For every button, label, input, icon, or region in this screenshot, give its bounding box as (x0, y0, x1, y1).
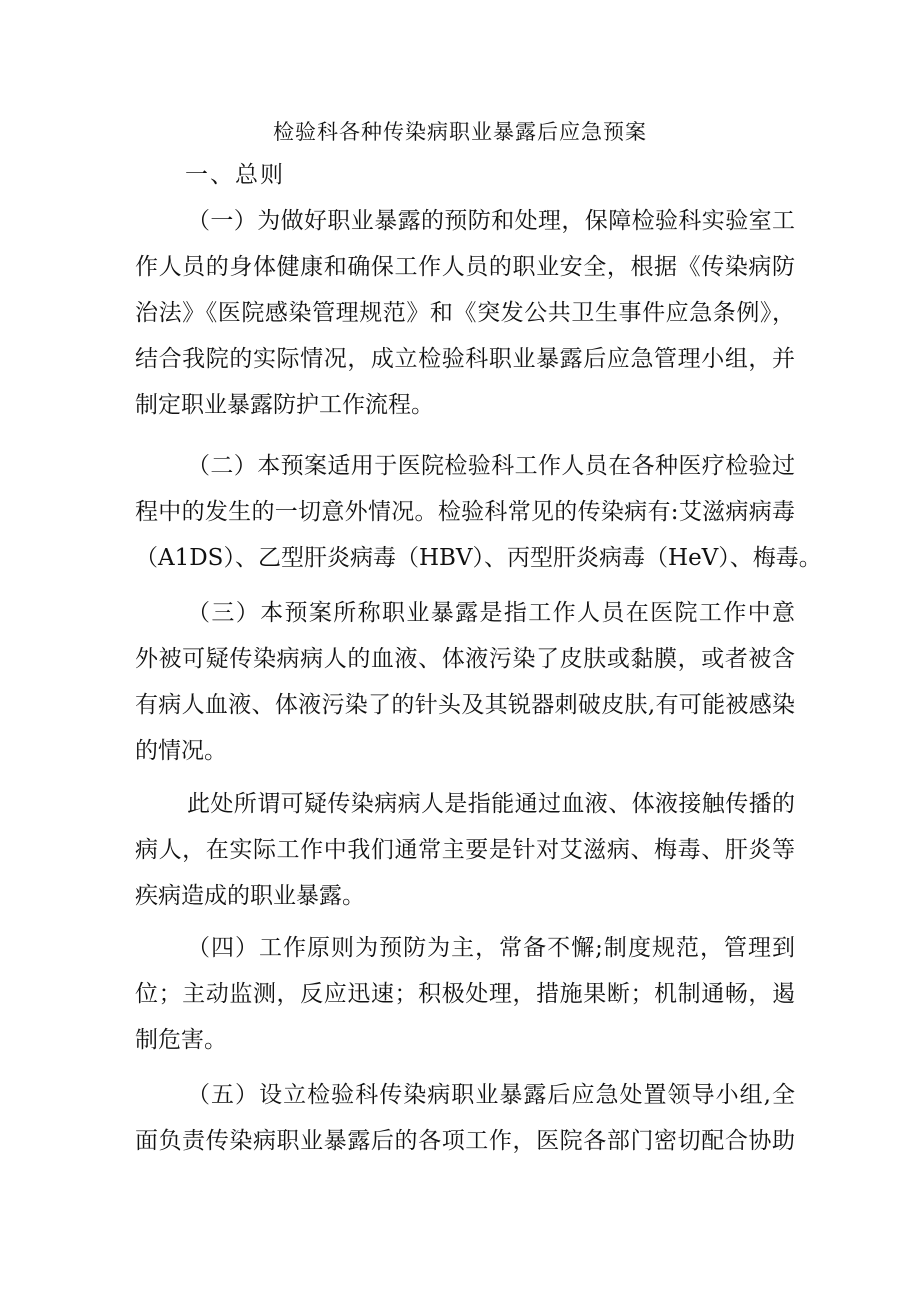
paragraph-6 (135, 1072, 795, 1164)
paragraph-line: 有病人血液、体液污染了的针头及其锐器刺破皮肤,有可能被感染 (135, 692, 795, 718)
paragraph-3 (135, 590, 795, 774)
paragraph-line: 面负责传染病职业暴露后的各项工作，医院各部门密切配合协助 (135, 1128, 795, 1154)
paragraph-line: 结合我院的实际情况，成立检验科职业暴露后应急管理小组，并 (135, 346, 795, 372)
paragraph-line: （四）工作原则为预防为主，常备不懈;制度规范，管理到 (187, 935, 795, 961)
paragraph-line: 病人，在实际工作中我们通常主要是针对艾滋病、梅毒、肝炎等 (135, 837, 795, 863)
paragraph-line: 程中的发生的一切意外情况。检验科常见的传染病有:艾滋病病毒 (135, 499, 795, 525)
paragraph-line: （二）本预案适用于医院检验科工作人员在各种医疗检验过 (187, 453, 795, 479)
paragraph-line: 外被可疑传染病病人的血液、体液污染了皮肤或黏膜，或者被含 (135, 646, 795, 672)
paragraph-1 (135, 198, 795, 428)
paragraph-4 (135, 781, 795, 919)
paragraph-line: 疾病造成的职业暴露。 (135, 883, 365, 909)
document-title: 检验科各种传染病职业暴露后应急预案 (273, 120, 647, 144)
paragraph-line: 的情况。 (135, 738, 227, 764)
paragraph-line: （三）本预案所称职业暴露是指工作人员在医院工作中意 (187, 600, 795, 626)
paragraph-line: 此处所谓可疑传染病病人是指能通过血液、体液接触传播的 (187, 791, 795, 817)
paragraph-line: 制危害。 (135, 1027, 227, 1053)
paragraph-5 (135, 925, 795, 1063)
paragraph-line: （五）设立检验科传染病职业暴露后应急处置领导小组,全 (187, 1082, 795, 1108)
paragraph-line: 治法》《医院感染管理规范》和《突发公共卫生事件应急条例》， (135, 300, 795, 326)
paragraph-line: 作人员的身体健康和确保工作人员的职业安全，根据《传染病防 (135, 254, 795, 280)
paragraph-line: 制定职业暴露防护工作流程。 (135, 392, 434, 418)
paragraph-line: （一）为做好职业暴露的预防和处理，保障检验科实验室工 (187, 208, 795, 234)
paragraph-line: （A1DS）、乙型肝炎病毒（HBV）、丙型肝炎病毒（HeV）、梅毒。 (135, 545, 822, 571)
paragraph-2 (135, 443, 822, 581)
paragraph-line: 位；主动监测，反应迅速；积极处理，措施果断；机制通畅，遏 (135, 981, 795, 1007)
section-heading: 一、总则 (185, 162, 285, 188)
